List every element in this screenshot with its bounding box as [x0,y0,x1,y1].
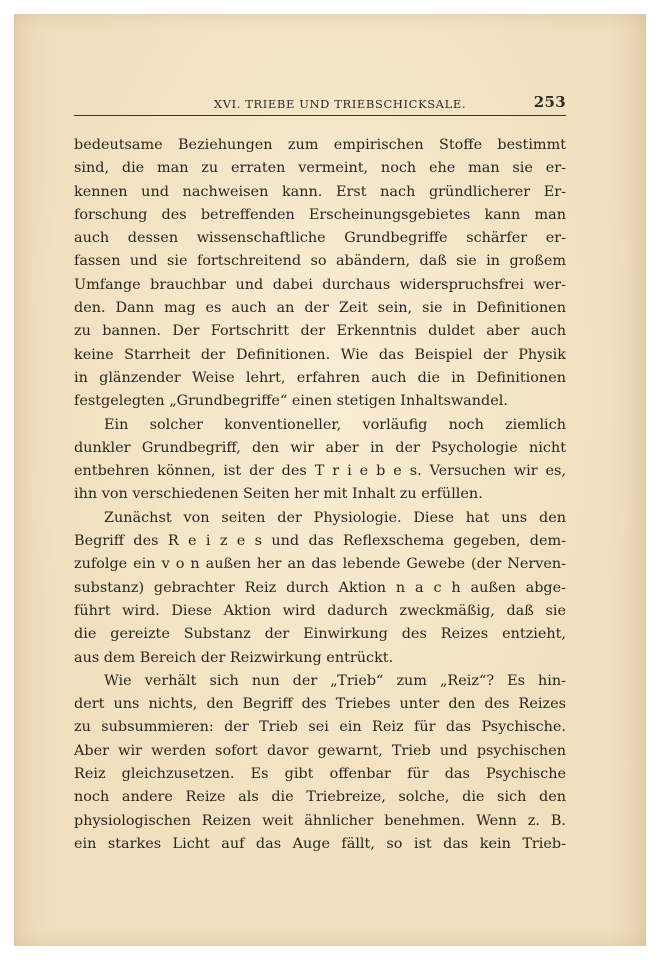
text-line: auch dessen wissenschaftliche Grundbegriffe schärfer er- [74,230,566,247]
text-line: keine Starrheit der Definitionen. Wie das Beispiel der Physik [74,346,566,363]
text-line: physiologischen Reizen weit ähnlicher benehmen. Wenn z. B. [74,812,566,829]
text-line: fassen und sie fortschreitend so abändern, daß sie in großem [74,253,566,270]
text-line: ihn von verschiedenen Seiten her mit Inhalt zu erfüllen. [74,486,483,503]
paragraph [74,414,566,507]
paragraph [74,507,566,670]
text-line: aus dem Bereich der Reizwirkung entrückt. [74,649,394,666]
book-page [14,14,646,946]
running-header [74,91,566,113]
text-line: ein starkes Licht auf das Auge fällt, so ist das kein Trieb- [74,835,566,852]
text-line: kennen und nachweisen kann. Erst nach gründlicherer Er- [74,183,566,200]
text-line: sind, die man zu erraten vermeint, noch ehe man sie er- [74,160,566,177]
text-line: bedeutsame Beziehungen zum empirischen Stoffe bestimmt [74,137,566,153]
text-line: entbehren können, ist der des T r i e b e s. Versuchen wir es, [74,463,566,480]
text-line: den. Dann mag es auch an der Zeit sein, sie in Definitionen [74,300,566,317]
text-line: Wie verhält sich nun der „Trieb“ zum „Reiz“? Es hin- [104,672,566,689]
text-line: in glänzender Weise lehrt, erfahren auch die in Definitionen [74,369,566,386]
page-number: 253 [533,93,566,111]
text-line: Aber wir werden sofort davor gewarnt, Trieb und psychischen [74,742,566,759]
text-line: zu bannen. Der Fortschritt der Erkenntnis duldet aber auch [74,323,566,340]
text-line: Begriff des R e i z e s und das Reflexschema gegeben, dem- [74,533,566,550]
text-line: die gereizte Substanz der Einwirkung des Reizes entzieht, [74,626,566,643]
text-line: Umfange brauchbar und dabei durchaus widerspruchsfrei wer- [74,276,566,293]
text-line: Ein solcher konventioneller, vorläufig noch ziemlich [104,416,566,433]
running-title: XVI. TRIEBE UND TRIEBSCHICKSALE. [213,97,467,111]
text-line: substanz) gebrachter Reiz durch Aktion n a c h außen abge- [74,579,566,596]
text-line: dunkler Grundbegriff, den wir aber in der Psychologie nicht [74,439,566,456]
text-line: dert uns nichts, den Begriff des Triebes unter den des Reizes [74,696,566,713]
paragraph [74,670,566,856]
text-line: zufolge ein v o n außen her an das lebende Gewebe (der Nerven- [74,556,566,573]
text-line: Zunächst von seiten der Physiologie. Diese hat uns den [104,509,566,526]
text-line: festgelegten „Grundbegriffe“ einen stetigen Inhaltswandel. [74,393,508,410]
paragraph [74,134,566,414]
header-rule [74,115,566,116]
body-text [74,134,566,856]
text-line: Reiz gleichzusetzen. Es gibt offenbar für das Psychische [74,766,566,783]
text-line: führt wird. Diese Aktion wird dadurch zweckmäßig, daß sie [74,602,566,619]
text-line: forschung des betreffenden Erscheinungsgebietes kann man [74,206,566,223]
text-line: noch andere Reize als die Triebreize, solche, die sich den [74,789,566,806]
text-line: zu subsummieren: der Trieb sei ein Reiz für das Psychische. [74,719,566,736]
